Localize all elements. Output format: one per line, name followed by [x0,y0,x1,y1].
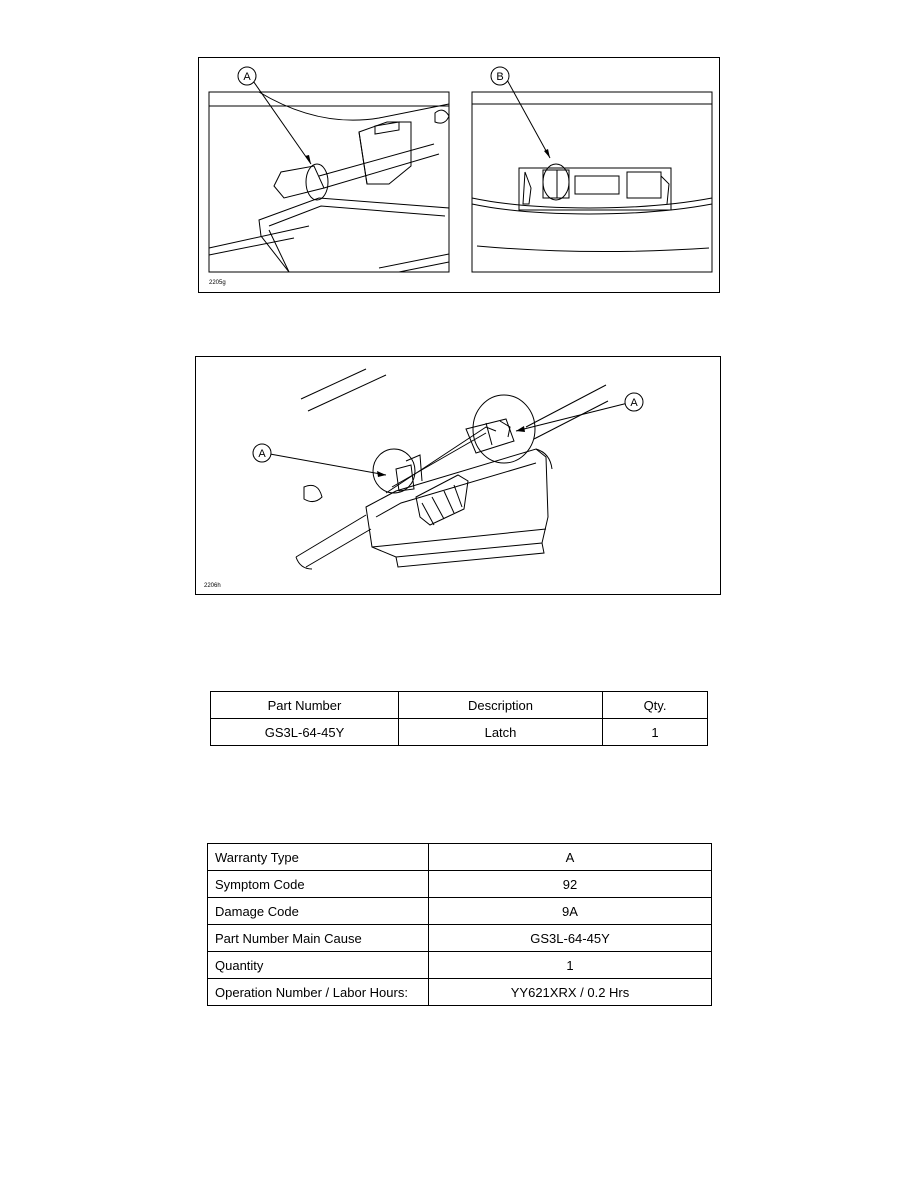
warranty-label: Symptom Code [208,871,429,898]
figure-latch-location-drawing [199,58,721,294]
description-cell: Latch [399,719,603,746]
callout-a-right-label: A [630,397,638,409]
part-number-cell: GS3L-64-45Y [211,719,399,746]
table-row [208,898,712,925]
warranty-value: 92 [429,871,712,898]
figure-latch-tabs-drawing [196,357,722,596]
callout-b-label: B [496,71,504,83]
figure-latch-tabs [195,356,721,595]
warranty-value: GS3L-64-45Y [429,925,712,952]
warranty-label: Damage Code [208,898,429,925]
table-row [208,844,712,871]
warranty-value: A [429,844,712,871]
callout-a-left-label: A [258,448,266,460]
warranty-table [207,843,712,1006]
table-row [208,871,712,898]
table-row [208,952,712,979]
warranty-label: Warranty Type [208,844,429,871]
table-row [211,719,708,746]
parts-header-description: Description [399,692,603,719]
warranty-value: 9A [429,898,712,925]
warranty-value: YY621XRX / 0.2 Hrs [429,979,712,1006]
callout-a-label: A [243,71,251,83]
figure-id: 2205g [209,280,226,286]
parts-table-header-row [211,692,708,719]
warranty-label: Part Number Main Cause [208,925,429,952]
parts-table [210,691,708,746]
qty-cell: 1 [603,719,708,746]
figure-latch-location [198,57,720,293]
parts-header-qty: Qty. [603,692,708,719]
warranty-label: Operation Number / Labor Hours: [208,979,429,1006]
warranty-value: 1 [429,952,712,979]
table-row [208,925,712,952]
parts-header-part-number: Part Number [211,692,399,719]
warranty-label: Quantity [208,952,429,979]
table-row [208,979,712,1006]
figure-id: 2206h [204,583,221,589]
